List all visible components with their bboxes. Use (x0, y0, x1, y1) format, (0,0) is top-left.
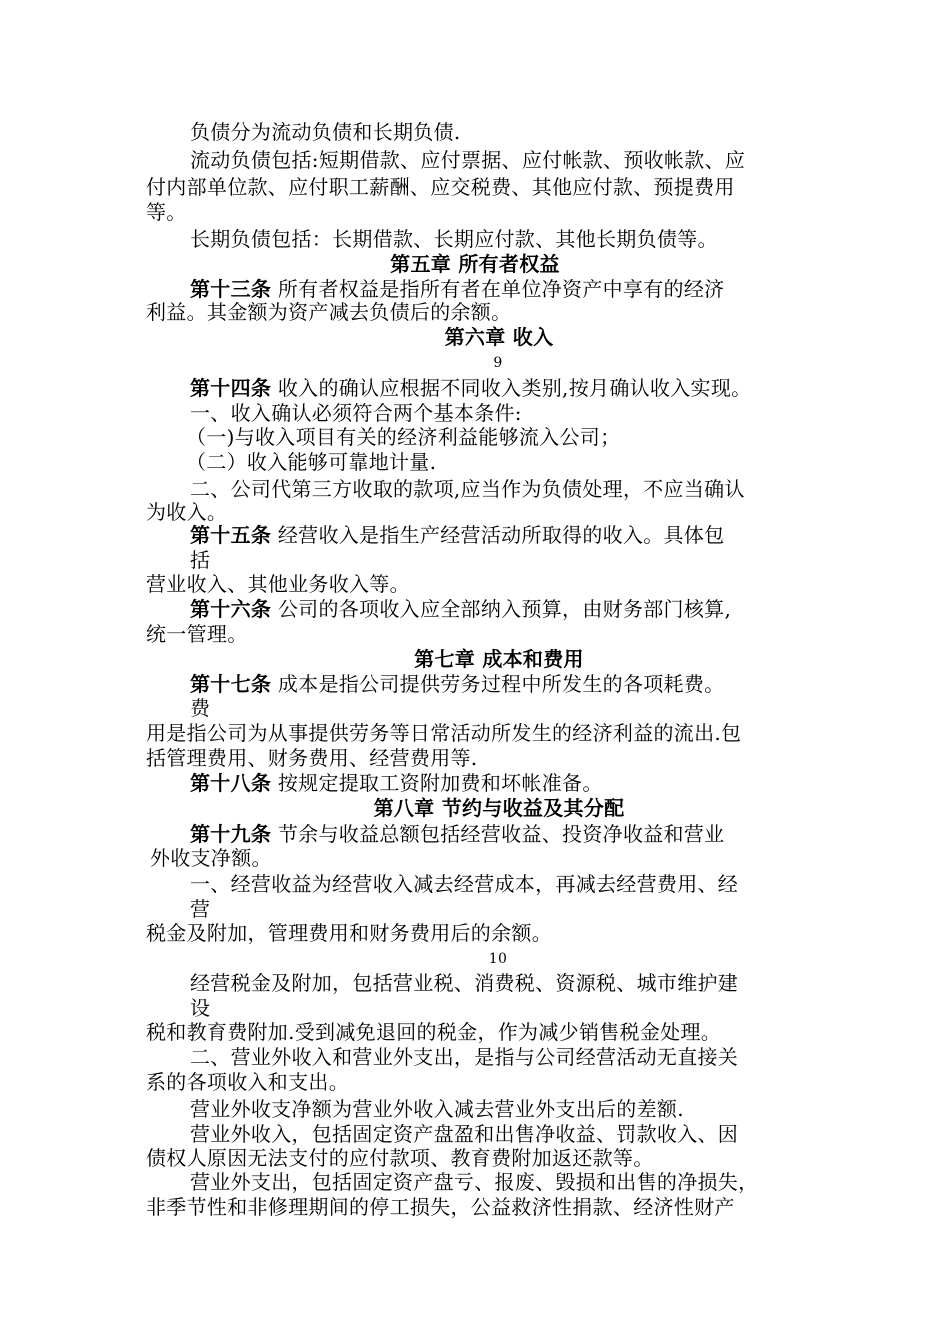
article-number: 第十八条 (190, 771, 272, 795)
paragraph-line: 营 (190, 897, 211, 921)
paragraph-line: （二）收入能够可靠地计量. (186, 450, 437, 474)
chapter-heading: 第八章 节约与收益及其分配 (373, 796, 625, 820)
paragraph-line: 利益。其金额为资产减去负债后的余额。 (146, 300, 512, 324)
article-line (190, 821, 724, 847)
paragraph-line: 一、收入确认必须符合两个基本条件: (190, 401, 522, 425)
paragraph-line: 付内部单位款、应付职工薪酬、应交税费、其他应付款、预提费用 (146, 175, 735, 199)
paragraph-line: 营业外收支净额为营业外收入减去营业外支出后的差额. (190, 1097, 684, 1121)
paragraph-line: 税金及附加，管理费用和财务费用后的余额。 (146, 921, 552, 945)
paragraph-line: 流动负债包括:短期借款、应付票据、应付帐款、预收帐款、应 (190, 148, 746, 172)
article-line (190, 671, 724, 697)
paragraph-line: 营业外收入，包括固定资产盘盈和出售净收益、罚款收入、因 (190, 1122, 739, 1146)
page-number: 10 (488, 951, 508, 967)
chapter-heading: 第五章 所有者权益 (390, 252, 560, 276)
paragraph-line: 外收支净额。 (150, 846, 272, 870)
paragraph-line: 税和教育费附加.受到减免退回的税金，作为减少销售税金处理。 (146, 1020, 722, 1044)
paragraph-line: 非季节性和非修理期间的停工损失，公益救济性捐款、经济性财产 (146, 1195, 735, 1219)
paragraph-line: 营业外支出，包括固定资产盘亏、报废、毁损和出售的净损失， (190, 1170, 759, 1194)
article-number: 第十六条 (190, 597, 272, 621)
chapter-heading: 第六章 收入 (444, 325, 554, 349)
article-text: 按规定提取工资附加费和坏帐准备。 (271, 771, 603, 795)
article-text: 公司的各项收入应全部纳入预算，由财务部门核算, (271, 597, 732, 621)
paragraph-line: 括 (190, 548, 211, 572)
article-line (190, 375, 751, 401)
paragraph-line: 负债分为流动负债和长期负债. (190, 120, 461, 144)
paragraph-line: 一、经营收益为经营收入减去经营成本，再减去经营费用、经 (190, 872, 739, 896)
paragraph-line: 统一管理。 (146, 622, 248, 646)
paragraph-line: 经营税金及附加，包括营业税、消费税、资源税、城市维护建 (190, 971, 739, 995)
paragraph-line: 债权人原因无法支付的应付款项、教育费附加返还款等。 (146, 1146, 654, 1170)
paragraph-line: 系的各项收入和支出。 (146, 1070, 349, 1094)
paragraph-line: 费 (190, 696, 211, 720)
article-line (190, 522, 724, 548)
paragraph-line: 括管理费用、财务费用、经营费用等. (146, 746, 478, 770)
paragraph-line: 长期负债包括：长期借款、长期应付款、其他长期负债等。 (190, 227, 718, 251)
paragraph-line: 用是指公司为从事提供劳务等日常活动所发生的经济利益的流出.包 (146, 721, 742, 745)
paragraph-line: 二、公司代第三方收取的款项,应当作为负债处理，不应当确认 (190, 477, 745, 501)
chapter-heading: 第七章 成本和费用 (414, 647, 584, 671)
article-number: 第十四条 (190, 376, 272, 400)
article-text: 节余与收益总额包括经营收益、投资净收益和营业 (271, 822, 725, 846)
paragraph-line: 营业收入、其他业务收入等。 (146, 572, 410, 596)
article-text: 收入的确认应根据不同收入类别,按月确认收入实现。 (271, 376, 752, 400)
paragraph-line: 设 (190, 996, 211, 1020)
paragraph-line: 二、营业外收入和营业外支出，是指与公司经营活动无直接关 (190, 1045, 739, 1069)
paragraph-line: 为收入。 (146, 500, 228, 524)
article-number: 第十五条 (190, 523, 272, 547)
article-text: 所有者权益是指所有者在单位净资产中享有的经济 (271, 277, 725, 301)
page-number: 9 (493, 355, 503, 371)
article-number: 第十三条 (190, 277, 272, 301)
article-line (190, 770, 603, 796)
article-text: 经营收入是指生产经营活动所取得的收入。具体包 (271, 523, 725, 547)
article-number: 第十七条 (190, 672, 272, 696)
article-number: 第十九条 (190, 822, 272, 846)
article-line (190, 596, 731, 622)
paragraph-line: （一)与收入项目有关的经济利益能够流入公司； (186, 425, 621, 449)
article-text: 成本是指公司提供劳务过程中所发生的各项耗费。 (271, 672, 725, 696)
paragraph-line: 等。 (146, 200, 187, 224)
